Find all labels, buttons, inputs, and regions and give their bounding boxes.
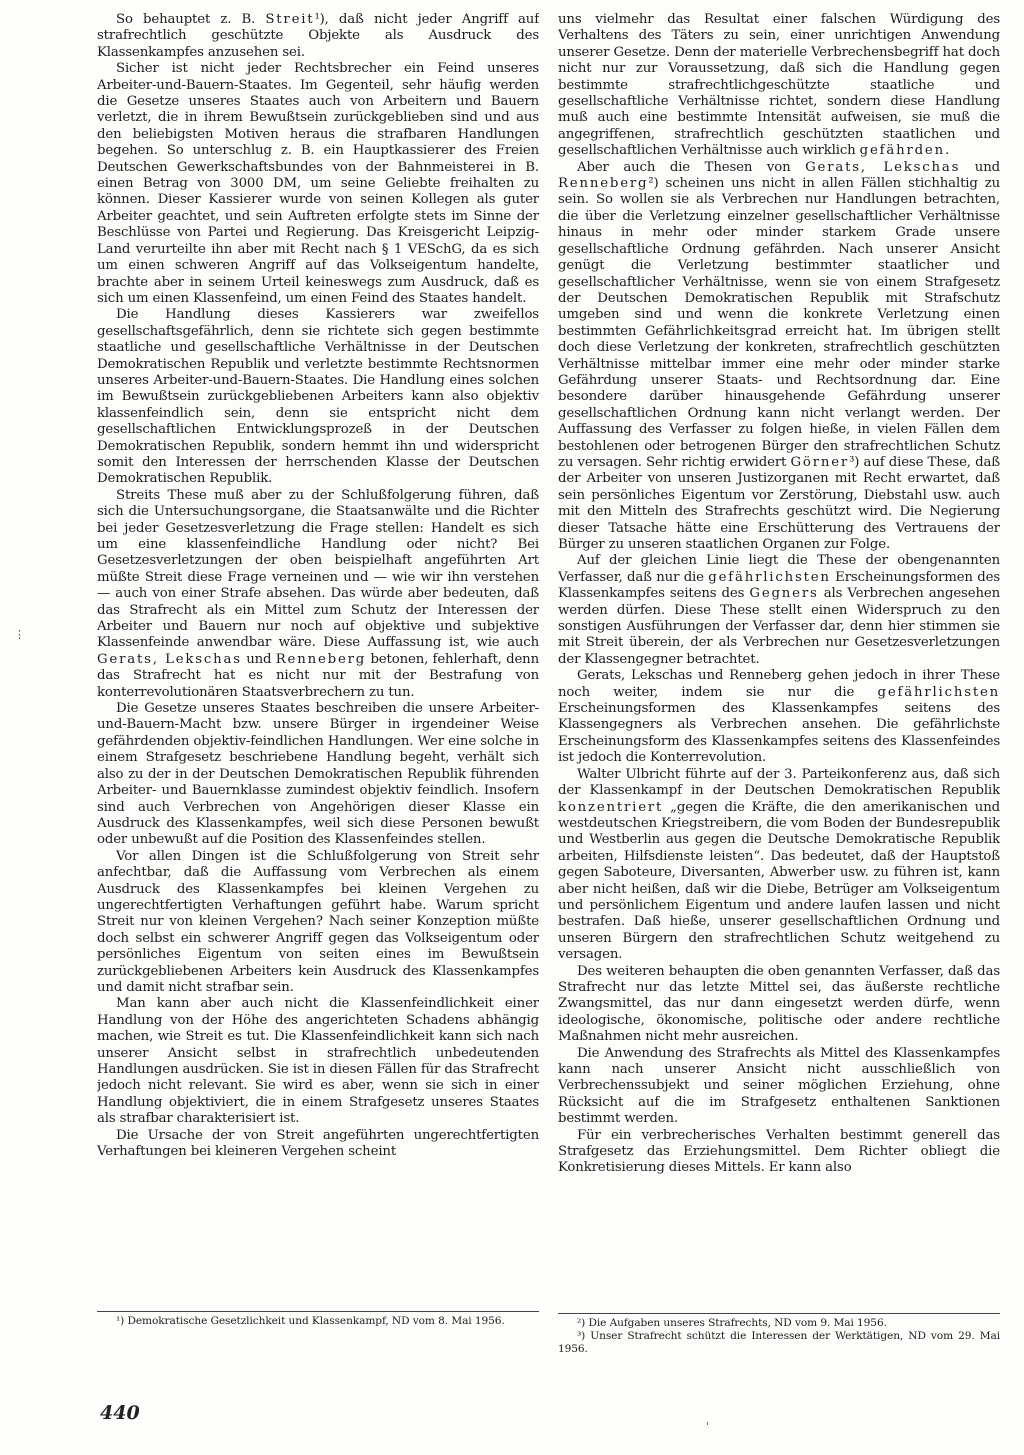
left-column [97,12,539,1328]
paragraph: Auf der gleichen Linie liegt die These der obengenannten Verfasser, daß nur die gefährlichsten Erscheinungsformen des Klassenkampfes seitens des Gegners als Verbrechen angesehen werden dürfen. Diese These stellt einen Widerspruch zu den sonstigen Ausführungen der Verfasser dar, denn hier stimmen sie mit Streit überein, der als Verbrechen nur Gesetzesverletzungen der Klassengegner betrachtet. [558,553,1000,667]
emphasis: konzentriert [558,799,664,815]
paragraph: Vor allen Dingen ist die Schlußfolgerung von Streit sehr anfechtbar, daß die Auffassung vom Verbrechen als einem Ausdruck des Klassenkampfes bei kleinen Vergehen zu ungerechtfertigten Verhaftungen geführt habe. Warum spricht Streit nur von kleinen Vergehen? Nach seiner Konzeption müßte doch selbst ein schwerer Angriff gegen das Volkseigentum oder persönliches Eigentum von seiten eines im Bewußtsein zurückgebliebenen Arbeiters kein Ausdruck des Klassenkampfes und damit nicht strafbar sein. [97,848,539,995]
paragraph: Gerats, Lekschas und Renneberg gehen jedoch in ihrer These noch weiter, indem sie nur die gefährlichsten Erscheinungsformen des Klassenkampfes seitens des Klassengegners als Verbrechen ansehen. Die gefährlichste Erscheinungsform des Klassenkampfes seitens des Klassenfeindes ist jedoch die Konterrevolution. [558,668,1000,766]
paragraph: Die Handlung dieses Kassierers war zweifellos gesellschaftsgefährlich, denn sie richtete sich gegen bestimmte staatliche und gesellschaftliche Verhältnisse in der Deutschen Demokratischen Republik und verletzte bestimmte Rechtsnormen unseres Arbeiter-und-Bauern-Staates. Die Handlung eines solchen im Bewußtsein zurückgebliebenen Arbeiters kann also objektiv klassenfeindlich sein, denn sie entspricht nicht dem gesellschaftlichen Entwicklungsprozeß in der Deutschen Demokratischen Republik, sondern hemmt ihn und widerspricht somit den Interessen der herrschenden Klasse der Deutschen Demokratischen Republik. [97,307,539,487]
paragraph: Die Ursache der von Streit angeführten ungerechtfertigten Verhaftungen bei kleineren Vergehen scheint [97,1127,539,1160]
emphasis: gefährden [859,143,945,159]
footnote: ³) Unser Strafrecht schützt die Interessen der Werktätigen, ND vom 29. Mai 1956. [558,1330,1000,1356]
left-column-body [97,12,539,1309]
paragraph: Für ein verbrecherisches Verhalten bestimmt generell das Strafgesetz das Erziehungsmittel. Dem Richter obliegt die Konkretisierung dieses Mittels. Er kann also [558,1127,1000,1176]
right-column-body [558,12,1000,1311]
paragraph: Die Gesetze unseres Staates beschreiben die unsere Arbeiter-und-Bauern-Macht bzw. unsere Bürger in irgendeiner Weise gefährdenden objektiv-feindlichen Handlungen. Wer eine solche in einem Strafgesetz beschriebene Handlung begeht, verhält sich also zu der in der Deutschen Demokratischen Republik führenden Arbeiter- und Bauernklasse zumindest objektiv feindlich. Insofern sind auch Verbrechen von Angehörigen dieser Klasse ein Ausdruck des Klassenkampfes, weil sich diese Personen bewußt oder unbewußt auf die Position des Klassenfeindes stellen. [97,701,539,848]
paragraph: Die Anwendung des Strafrechts als Mittel des Klassenkampfes kann nach unserer Ansicht nicht ausschließlich von Verbrechenssubjekt und seiner möglichen Erziehung, ohne Rücksicht auf die im Strafgesetz enthaltenen Sanktionen bestimmt werden. [558,1045,1000,1127]
paragraph: Des weiteren behaupten die oben genannten Verfasser, daß das Strafrecht nur das letzte Mittel sei, das äußerste rechtliche Zwangsmittel, das nur dann eingesetzt werden dürfe, wenn ideologische, ökonomische, politische oder andere rechtliche Maßnahmen nicht mehr ausreichen. [558,963,1000,1045]
footnote: ¹) Demokratische Gesetzlichkeit und Klassenkampf, ND vom 8. Mai 1956. [116,1315,505,1327]
paragraph: Aber auch die Thesen von Gerats, Lekschas und Renneberg²) scheinen uns nicht in allen Fällen stichhaltig zu sein. So wollen sie als Verbrechen nur Handlungen betrachten, die über die Verletzung einzelner gesellschaftlicher Verhältnisse hinaus in mehr oder minder starkem Grade unsere gesellschaftliche Ordnung gefährden. Nach unserer Ansicht genügt die Verletzung bestimmter staatlicher und gesellschaftlicher Verhältnisse, wenn sie von einem Strafgesetz der Deutschen Demokratischen Republik mit Strafschutz umgeben sind und wenn die konkrete Verletzung einen bestimmten Gefährlichkeitsgrad erreicht hat. Im übrigen stellt doch diese Verletzung der konkreten, strafrechtlich geschützten Verhältnisse mittelbar immer eine mehr oder minder starke Gefährdung unserer Staats- und Rechtsordnung dar. Eine besondere darüber hinausgehende Gefährdung unserer gesellschaftlichen Ordnung kann nicht verlangt werden. Der Auffassung des Verfasser zu folgen hieße, in vielen Fällen dem bestohlenen oder betrogenen Bürger den strafrechtlichen Schutz zu versagen. Sehr richtig erwidert Görner³) auf diese These, daß der Arbeiter von unseren Justizorganen mit Recht erwartet, daß sein persönliches Eigentum vor Zerstörung, Diebstahl usw. auch mit den Mitteln des Strafrechts geschützt wird. Die Negierung dieser Tatsache hätte eine Erschütterung des Vertrauens der Bürger zu unseren staatlichen Organen zur Folge. [558,159,1000,552]
author-name: Streit [265,12,315,27]
author-name: Renneberg [558,176,649,192]
paragraph: Walter Ulbricht führte auf der 3. Parteikonferenz aus, daß sich der Klassenkampf in der Deutschen Demokratischen Republik konzentriert „gegen die Kräfte, die den amerikanischen und westdeutschen Kriegstreibern, die vom Boden der Bundesrepublik und Westberlin aus gegen die Deutsche Demokratische Republik arbeiten, Hilfsdienste leisten“. Das bedeutet, daß der Hauptstoß gegen Saboteure, Diversanten, Abwerber usw. zu führen ist, kann aber nicht heißen, daß wir die Diebe, Betrüger am Volkseigentum und persönlichem Eigentum und andere laufen lassen und nicht bestrafen. Daß hieße, unserer gesellschaftlichen Ordnung und unseren Bürgern den strafrechtlichen Schutz weitgehend zu versagen. [558,766,1000,963]
author-name: Gerats, Lekschas [805,159,961,175]
paragraph: So behauptet z. B. Streit¹), daß nicht jeder Angriff auf strafrechtlich geschützte Objekte als Ausdruck des Klassenkampfes anzusehen sei. [97,12,539,60]
scan-mark: ' [706,1420,710,1433]
footnote: ²) Die Aufgaben unseres Strafrechts, ND vom 9. Mai 1956. [577,1317,887,1329]
emphasis: Gegners [749,586,819,602]
footnote-divider [97,1311,539,1312]
paragraph: Streits These muß aber zu der Schlußfolgerung führen, daß sich die Untersuchungsorgane, die Staatsanwälte und die Richter bei jeder Gesetzesverletzung die Frage stellen: Handelt es sich um eine klassenfeindliche Handlung oder nicht? Bei Gesetzesverletzungen der oben beispielhaft angeführten Art müßte Streit diese Frage verneinen und — wie wir ihn verstehen — auch von einer Strafe absehen. Das würde aber bedeuten, daß das Strafrecht als ein Mittel zum Schutz der Interessen der Arbeiter und Bauern nur noch auf objektive und subjektive Klassenfeinde anwendbar wäre. Diese Auffassung ist, wie auch Gerats, Lekschas und Renneberg betonen, fehlerhaft, denn das Strafrecht hat es nicht nur mit der Bestrafung von konterrevolutionären Staatsverbrechern zu tun. [97,487,539,700]
paragraph: Man kann aber auch nicht die Klassenfeindlichkeit einer Handlung von der Höhe des angerichteten Schadens abhängig machen, wie Streit es tut. Die Klassenfeindlichkeit kann sich nach unserer Ansicht selbst in strafrechtlich unbedeutenden Handlungen ausdrücken. Sie ist in diesen Fällen für das Strafrecht jedoch nicht relevant. Sie wird es aber, wenn sie sich in einer Handlung objektiviert, die in einem Strafgesetz unseres Staates als strafbar charakterisiert ist. [97,996,539,1127]
emphasis: gefährlichsten [877,684,1000,700]
footnote-divider [558,1313,1000,1314]
page-number: 440 [100,1402,140,1424]
author-name: Görner [790,454,850,470]
paragraph: uns vielmehr das Resultat einer falschen Würdigung des Verhaltens des Täters zu sein, einer unrichtigen Anwendung unserer Gesetze. Denn der materielle Verbrechensbegriff hat doch nicht nur zur Voraussetzung, daß sich die Handlung gegen bestimmte strafrechtlichgeschützte staatliche und gesellschaftliche Verhältnisse richtet, sondern diese Handlung muß auch eine bestimmte Intensität aufweisen, sie muß die angegriffenen, strafrechtlich geschützten staatlichen und gesellschaftlichen Verhältnisse auch wirklich gefährden. [558,12,1000,159]
emphasis: gefährlichsten [708,569,831,585]
scan-mark: ⋮ [14,628,25,641]
right-column [558,12,1000,1357]
author-name: Gerats, Lekschas [97,651,242,667]
author-name: Renneberg [275,651,367,667]
paragraph: Sicher ist nicht jeder Rechtsbrecher ein Feind unseres Arbeiter-und-Bauern-Staates. Im Gegenteil, sehr häufig werden die Gesetze unseres Staates auch von Arbeitern und Bauern verletzt, die in ihrem Bewußtsein zurückgeblieben sind und aus den beliebigsten Motiven heraus die strafbaren Handlungen begehen. So unterschlug z. B. ein Hauptkassierer des Freien Deutschen Gewerkschaftsbundes von der Bahnmeisterei in B. einen Betrag von 3000 DM, um seine Geliebte freihalten zu können. Dieser Kassierer wurde von seinen Kollegen als guter Arbeiter geachtet, und sein Auftreten erfolgte stets im Sinne der Beschlüsse von Partei und Regierung. Das Kreisgericht Leipzig-Land verurteilte ihn aber mit Recht nach § 1 VESchG, da es sich um einen schweren Angriff auf das Volkseigentum handelte, brachte aber in seinem Urteil keineswegs zum Ausdruck, daß es sich um einen Klassenfeind, um einen Feind des Staates handelt. [97,61,539,306]
